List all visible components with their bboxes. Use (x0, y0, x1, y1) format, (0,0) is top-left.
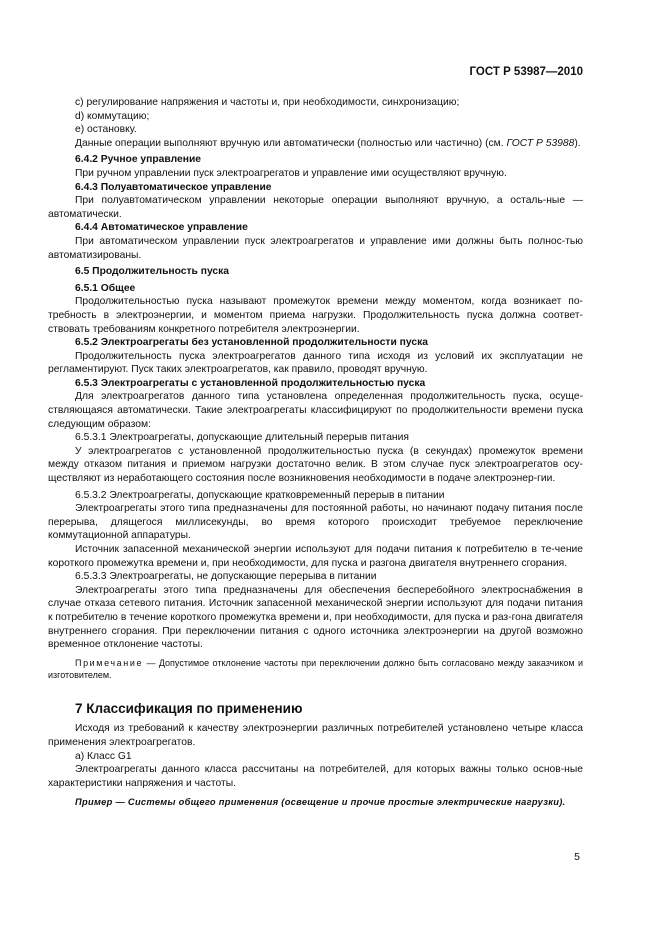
section-text-6-5-1: Продолжительностью пуска называют промежуток времени между моментом, когда возникает по-требность в электроэнергии, и моментом приема нагрузки. Продолжительность пуска должна соответ-ствовать требованиям конкретного потребителя электроэнергии. (48, 296, 583, 335)
section-heading-6-5: 6.5 Продолжительность пуска (75, 266, 230, 278)
document-body (48, 96, 583, 810)
list-item-d: d) коммутацию; (75, 110, 150, 122)
standard-reference: ГОСТ Р 53988 (506, 137, 575, 149)
section-heading-6-4-4: 6.4.4 Автоматическое управление (75, 222, 248, 234)
operations-text: Данные операции выполняют вручную или автоматически (полностью или частично) (75, 137, 483, 149)
subsection-text-6-5-3-3: Электроагрегаты этого типа предназначены для обеспечения бесперебойного электроснабжения в случае отказа сетевого питания. Источник запасенной механической энергии используют для подачи питания к потребителю в течение короткого промежутка времени и, при необходимости, для пуска и раз-гона двигателя внутреннего сгорания. При переключении питания с одного источника электроэнергии на другой возможно временное отклонение частоты. (48, 584, 583, 651)
note-paragraph (48, 657, 583, 682)
class-text-g1: Электроагрегаты данного класса рассчитаны на потребителей, для которых важны только основ-ные характеристики напряжения и частоты. (48, 764, 583, 789)
subsection-heading-6-5-3-3: 6.5.3.3 Электроагрегаты, не допускающие перерыва в питании (75, 571, 377, 583)
section-text-6-4-4: При автоматическом управлении пуск электроагрегатов и управление ими должны быть полнос-тью автоматизированы. (48, 235, 583, 261)
note-label: Примечание (75, 657, 144, 668)
operations-ref-prefix: (см. (485, 137, 507, 149)
section-heading-7: 7 Классификация по применению (75, 700, 303, 716)
section-text-6-5-3: Для электроагрегатов данного типа установлена определенная продолжительность пуска, осуще-ствляющаяся автоматически. Такие электроагрегаты классифицируют по продолжительности времени пуска следующим образом: (48, 391, 583, 430)
section-text-6-5-2: Продолжительность пуска электроагрегатов данного типа исходя из условий их эксплуатации не регламентируют. Пуск таких электроагрегатов, как правило, проводят вручную. (48, 350, 583, 376)
section-text-6-4-3: При полуавтоматическом управлении некоторые операции выполняют вручную, а осталь-ные — автоматически. (48, 195, 583, 220)
section-text-7-intro: Исходя из требований к качеству электроэнергии различных потребителей установлено четыре класса применения электроагрегатов. (48, 723, 583, 748)
note-text: — Допустимое отклонение частоты при переключении должно быть согласовано между заказчиком и изготовителем. (48, 657, 583, 681)
section-text-6-4-2: При ручном управлении пуск электроагрегатов и управление ими осуществляют вручную. (75, 167, 507, 179)
section-heading-6-5-2: 6.5.2 Электроагрегаты без установленной продолжительности пуска (75, 337, 428, 349)
document-header: ГОСТ Р 53987—2010 (469, 66, 583, 78)
subsection-heading-6-5-3-1: 6.5.3.1 Электроагрегаты, допускающие длительный перерыв питания (75, 432, 409, 444)
subsection-text-6-5-3-1: У электроагрегатов с установленной продолжительностью пуска (в секундах) промежуток времени между отказом питания и приемом нагрузки достаточно велик. В этом случае пуск электроагрегатов осу-ществляют из неработающего состояния после возникновения необходимости в подаче электроэнер-гии. (48, 445, 583, 485)
operations-ref-suffix: ). (574, 137, 581, 149)
class-item-g1: а) Класс G1 (75, 750, 132, 762)
section-heading-6-4-3: 6.4.3 Полуавтоматическое управление (75, 181, 272, 193)
subsection-text-6-5-3-2-b: Источник запасенной механической энергии используют для подачи питания к потребителю в те-чение короткого промежутка времени и, при необходимости, для пуска и разгона двигателя внутреннего сгорания. (48, 544, 583, 569)
section-heading-6-4-2: 6.4.2 Ручное управление (75, 154, 201, 166)
operations-paragraph (48, 137, 583, 151)
list-item-e: e) остановку. (75, 124, 137, 136)
section-heading-6-5-1: 6.5.1 Общее (75, 282, 136, 294)
example-paragraph: Пример — Системы общего применения (освещение и прочие простые электрические нагрузки). (75, 797, 566, 808)
list-item-c: с) регулирование напряжения и частоты и, при необходимости, синхронизацию; (75, 97, 460, 108)
page-number: 5 (574, 851, 580, 863)
subsection-text-6-5-3-2-a: Электроагрегаты этого типа предназначены для постоянной работы, но начинают подачу питания после перерыва, длящегося миллисекунды, во время которого происходит требуемое переключение коммутационной аппаратуры. (48, 503, 583, 542)
section-heading-6-5-3: 6.5.3 Электроагрегаты с установленной продолжительностью пуска (75, 377, 426, 389)
subsection-heading-6-5-3-2: 6.5.3.2 Электроагрегаты, допускающие кратковременный перерыв в питании (75, 489, 445, 501)
